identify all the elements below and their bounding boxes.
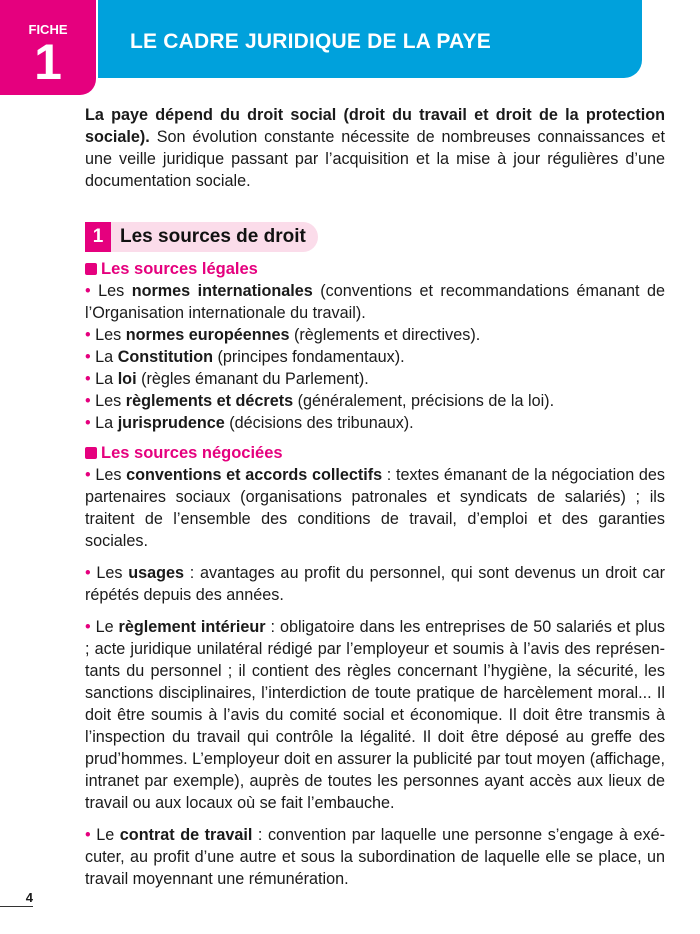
item-prefix: Les: [95, 326, 126, 344]
subheading-text: Les sources légales: [101, 260, 258, 278]
list-item: [85, 464, 665, 552]
item-prefix: Les: [96, 564, 129, 582]
bullet-icon: •: [85, 414, 91, 432]
item-text: : obligatoire dans les entreprises de 50 salariés et plus ; acte juridique unilatéral rédigé par l’employeur et soumis à l’avis des représentants du personnel ; il contient des règles concernant l’hygiène, la sécurité, les sanctions disciplinaires, l’interdiction de toute pratique de harcèlement moral... Il doit être soumis à l’avis du comité social et économique. Il doit être transmis à l’inspection du travail qui contrôle la légalité. Il doit être déposé au greffe des prud’hommes. L’employeur doit en assurer la publicité par tout moyen (affichage, intranet par exemple), auprès de toutes les personnes ayant accès aux lieux de travail ou aux locaux où se fait l’embauche.: [85, 618, 665, 812]
section-title: Les sources de droit: [120, 226, 306, 247]
list-item: [85, 412, 665, 434]
list-item: [85, 390, 665, 412]
item-prefix: Les: [95, 392, 126, 410]
item-term: normes européennes: [125, 326, 290, 344]
intro-text: Son évolution constante nécessite de nombreuses connaissances et une veille juridique passant par l’acquisition et la mise à jour régulières d’une documentation sociale.: [85, 128, 665, 190]
item-term: contrat de travail: [119, 826, 253, 844]
subheading-negotiated: [85, 442, 665, 464]
list-item: [85, 346, 665, 368]
bullet-icon: •: [85, 282, 91, 300]
legal-sources-list: [85, 280, 665, 434]
item-text: : textes émanant de la négociation des partenaires sociaux (organisations patronales et syndicats de salariés) ; ils traitent de l’ensemble des conditions de travail, d’emploi et des garanties sociales.: [85, 466, 665, 550]
bullet-icon: •: [85, 826, 91, 844]
intro-paragraph: [85, 104, 665, 192]
item-text: (décisions des tribunaux).: [224, 414, 414, 432]
square-bullet-icon: [85, 263, 97, 275]
bullet-icon: •: [85, 564, 91, 582]
item-text: (règles émanant du Parlement).: [136, 370, 369, 388]
page-content: [85, 104, 665, 890]
item-prefix: Le: [95, 618, 119, 636]
item-term: règlements et décrets: [125, 392, 294, 410]
item-text: (principes fondamentaux).: [213, 348, 405, 366]
item-prefix: La: [95, 414, 118, 432]
bullet-icon: •: [85, 392, 91, 410]
item-prefix: Le: [96, 826, 120, 844]
item-text: (règlements et directives).: [289, 326, 481, 344]
subheading-text: Les sources négociées: [101, 444, 283, 462]
section-heading: [85, 222, 318, 252]
item-term: règlement intérieur: [118, 618, 266, 636]
title-banner: [98, 0, 642, 78]
list-item: [85, 280, 665, 324]
item-text: : avantages au profit du personnel, qui sont devenus un droit car répétés depuis des années.: [85, 564, 665, 604]
list-item: [85, 562, 665, 606]
item-term: conventions et accords collectifs: [126, 466, 383, 484]
item-term: jurisprudence: [117, 414, 225, 432]
item-prefix: Les: [98, 282, 132, 300]
list-item: [85, 616, 665, 814]
bullet-icon: •: [85, 466, 91, 484]
square-bullet-icon: [85, 447, 97, 459]
page-number: 4: [0, 890, 33, 907]
fiche-number: 1: [34, 34, 62, 90]
item-term: normes internationales: [131, 282, 313, 300]
item-text: (conventions et recommandations émanant de l’Organisation internationale du travail).: [85, 282, 665, 322]
list-item: [85, 368, 665, 390]
subheading-legal: [85, 258, 665, 280]
page-title: LE CADRE JURIDIQUE DE LA PAYE: [130, 30, 491, 53]
item-term: Constitution: [117, 348, 213, 366]
item-prefix: La: [95, 370, 118, 388]
bullet-icon: •: [85, 348, 91, 366]
item-text: (généralement, précisions de la loi).: [293, 392, 555, 410]
list-item: [85, 324, 665, 346]
list-item: [85, 824, 665, 890]
item-term: loi: [117, 370, 137, 388]
fiche-badge: [0, 0, 96, 95]
negotiated-sources-list: [85, 464, 665, 890]
item-prefix: La: [95, 348, 118, 366]
bullet-icon: •: [85, 370, 91, 388]
item-prefix: Les: [95, 466, 127, 484]
intro-bold: La paye dépend du droit social (droit du travail et droit de la protection sociale).: [85, 106, 665, 146]
bullet-icon: •: [85, 618, 91, 636]
section-number: 1: [85, 222, 111, 252]
item-term: usages: [128, 564, 185, 582]
item-text: : convention par laquelle une personne s’engage à exécuter, au profit d’une autre et sous la subordination de laquelle elle se place, un travail moyennant une rémunération.: [85, 826, 665, 888]
bullet-icon: •: [85, 326, 91, 344]
fiche-label: FICHE: [28, 22, 68, 37]
